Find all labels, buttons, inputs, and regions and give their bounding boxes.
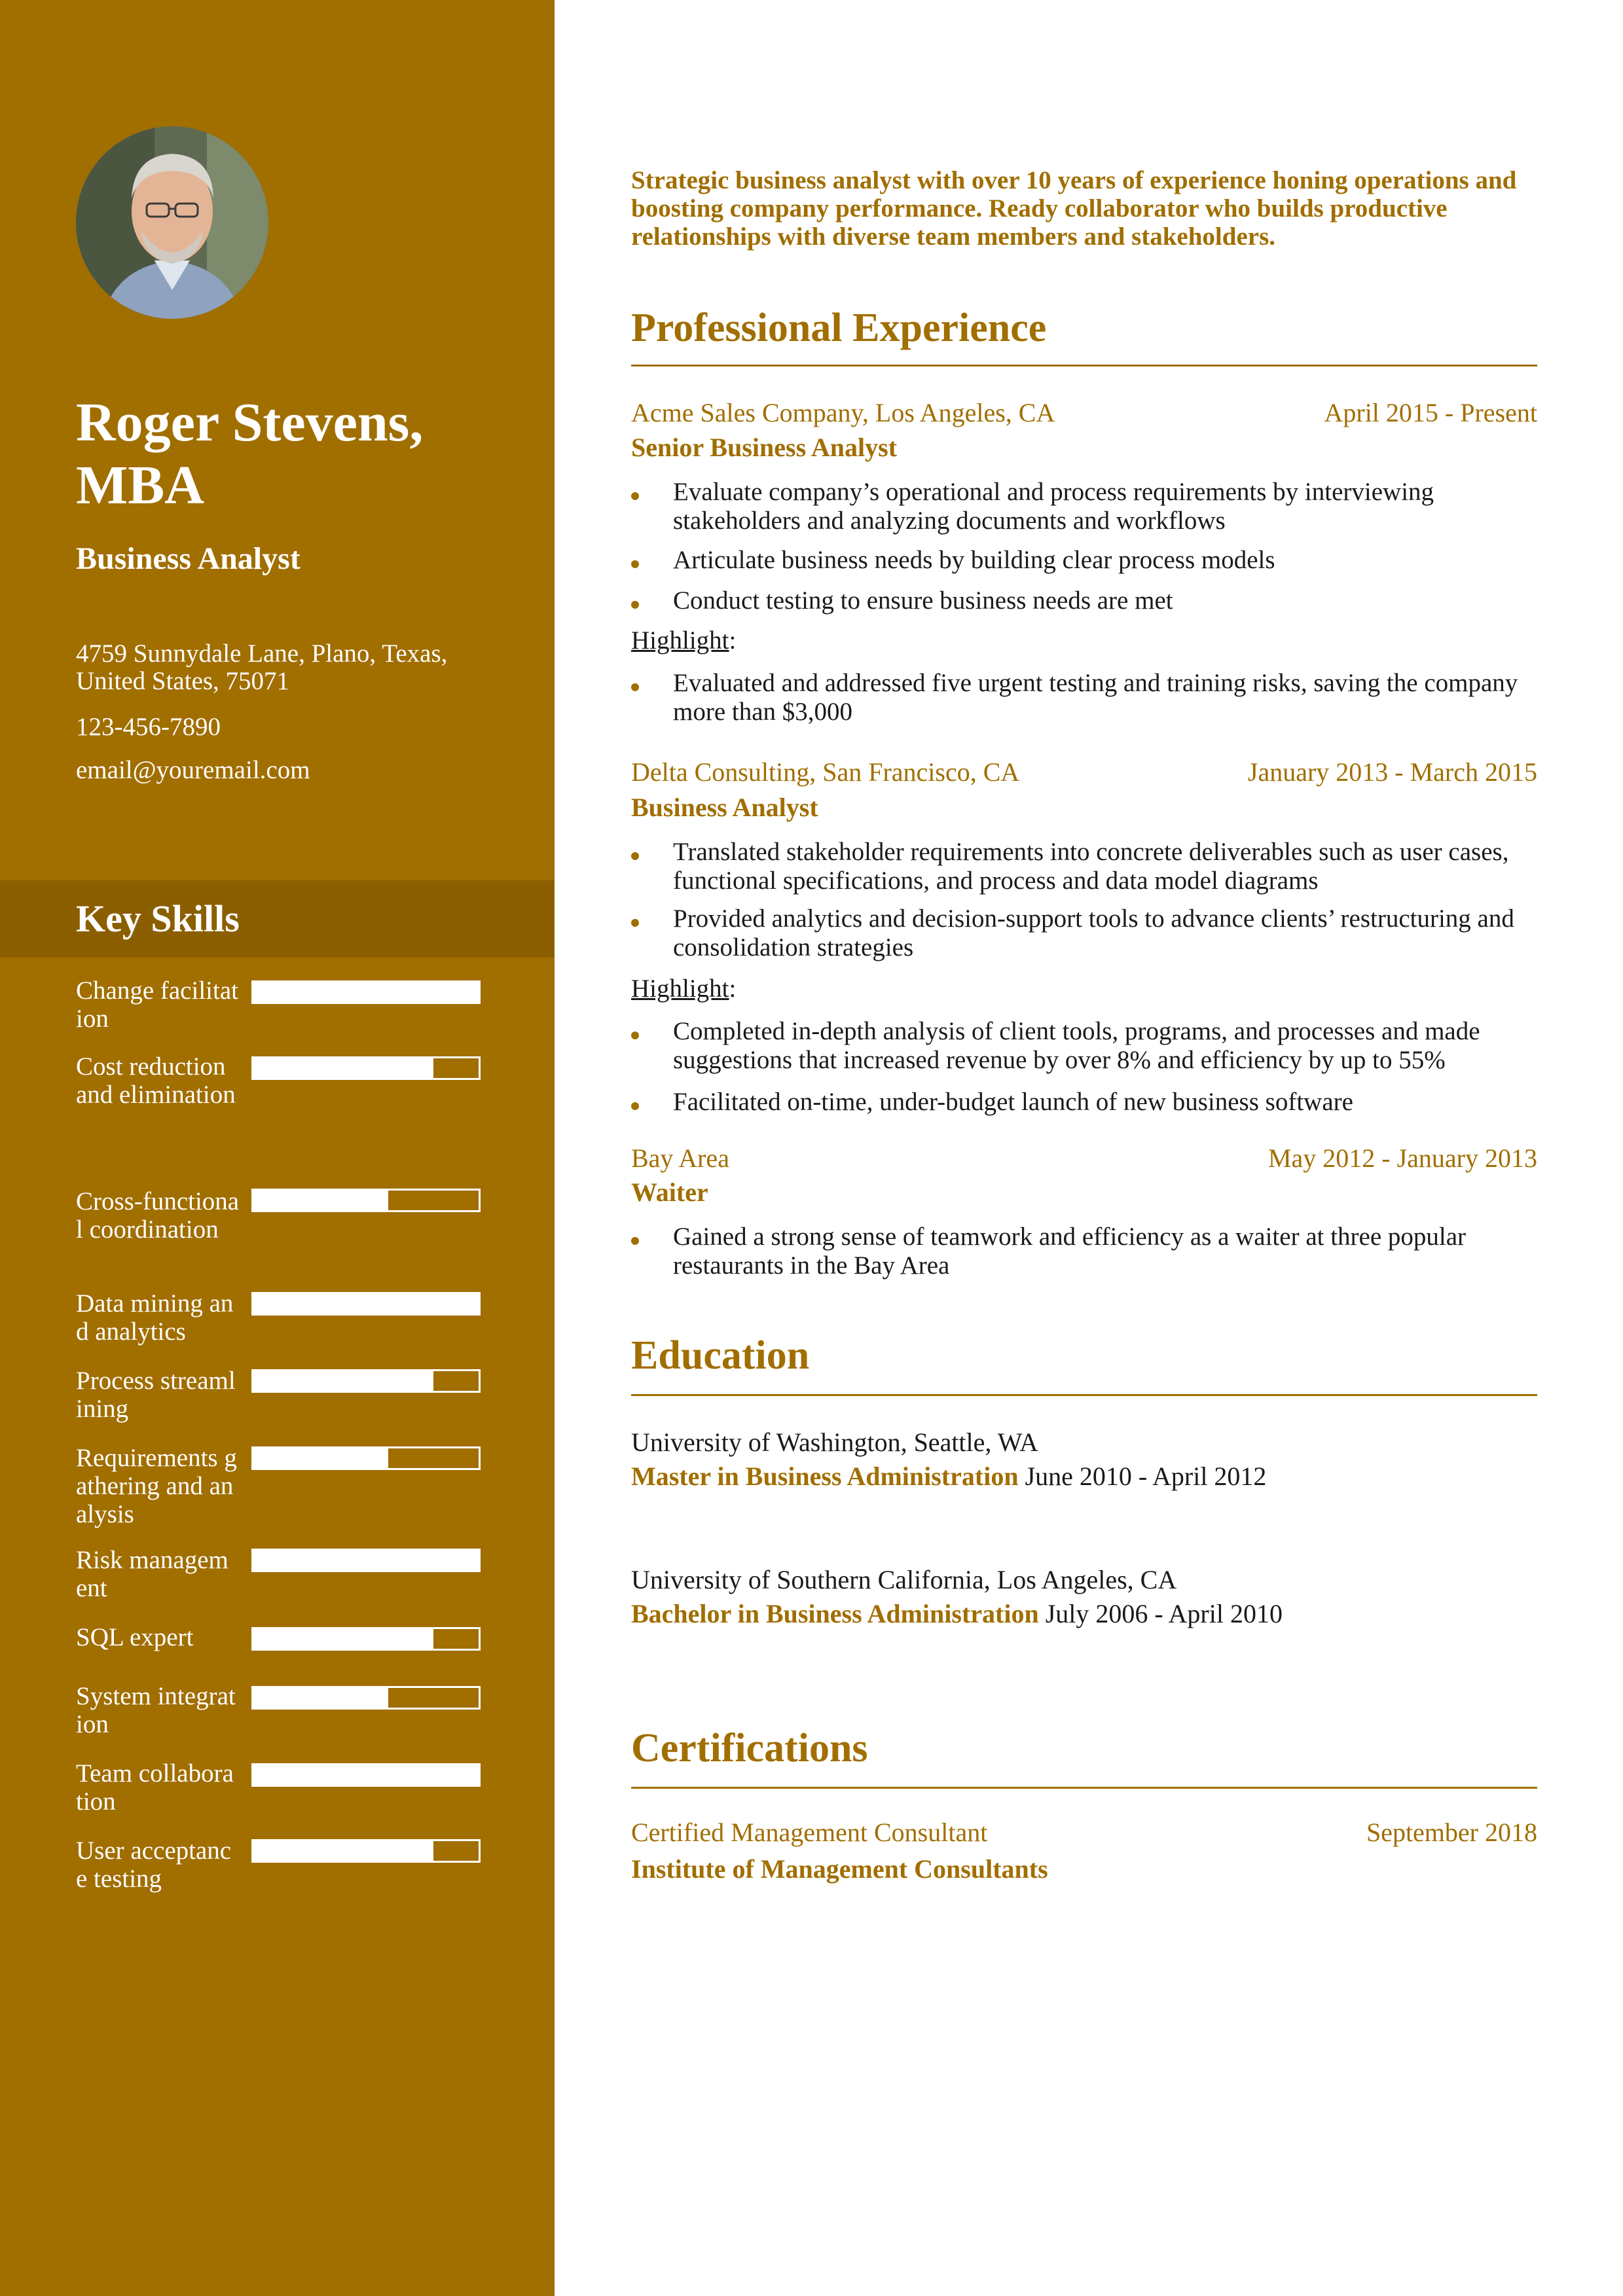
skill-bar-fill	[253, 1629, 433, 1649]
job-dates: April 2015 - Present	[1324, 398, 1537, 427]
job-highlight: Evaluated and addressed five urgent testing and training risks, saving the company more than $3,000	[673, 669, 1518, 726]
skill-label: SQL expert	[76, 1623, 194, 1651]
skill-bar	[251, 1627, 481, 1651]
education-degree-line	[631, 1598, 1283, 1629]
skill-bar	[251, 1839, 481, 1863]
certifications-divider	[631, 1787, 1537, 1789]
experience-heading: Professional Experience	[631, 306, 1047, 350]
job-bullet: Articulate business needs by building clear process models	[673, 546, 1275, 574]
skill-bar-fill	[253, 1191, 388, 1210]
profile-summary: Strategic business analyst with over 10 years of experience honing operations and boosting company performance. Ready collaborator who builds productive relationships with diverse team members and stakeholders.	[631, 166, 1517, 251]
bullet-dot-icon	[631, 1031, 639, 1039]
skill-label: System integration	[76, 1682, 236, 1738]
job-bullet: Evaluate company’s operational and process requirements by interviewing stakeholders and analyzing documents and workflows	[673, 478, 1434, 535]
job-dates: May 2012 - January 2013	[1267, 1143, 1537, 1173]
bullet-dot-icon	[631, 560, 639, 568]
education-degree: Master in Business Administration	[631, 1462, 1019, 1491]
contact-email: email@youremail.com	[76, 756, 310, 784]
job-bullet: Provided analytics and decision-support tools to advance clients’ restructuring and consolidation strategies	[673, 905, 1514, 961]
bullet-dot-icon	[631, 919, 639, 927]
skill-bar-fill	[253, 1688, 388, 1708]
skill-bar	[251, 1056, 481, 1080]
experience-divider	[631, 365, 1537, 367]
skill-bar	[251, 1446, 481, 1470]
certification-org: Institute of Management Consultants	[631, 1854, 1048, 1884]
highlight-label: Highlight:	[631, 626, 737, 655]
skill-bar	[251, 1686, 481, 1710]
education-dates: July 2006 - April 2010	[1045, 1599, 1283, 1628]
job-highlight: Facilitated on-time, under-budget launch of new business software	[673, 1088, 1353, 1116]
skills-heading: Key Skills	[76, 897, 240, 940]
skill-label: Requirements gathering and analysis	[76, 1444, 237, 1528]
portrait-image	[76, 126, 268, 319]
education-degree-line	[631, 1461, 1266, 1492]
skill-label: Risk management	[76, 1546, 228, 1602]
job-company: Bay Area	[631, 1143, 729, 1173]
skill-bar	[251, 980, 481, 1004]
bullet-dot-icon	[631, 492, 639, 500]
skill-label: Process streamlining	[76, 1367, 236, 1423]
skill-label: Cost reduction and elimination	[76, 1052, 236, 1109]
education-heading: Education	[631, 1333, 810, 1378]
bullet-dot-icon	[631, 1237, 639, 1245]
job-bullet: Gained a strong sense of teamwork and efficiency as a waiter at three popular restaurants in the Bay Area	[673, 1223, 1467, 1280]
job-company: Delta Consulting, San Francisco, CA	[631, 757, 1020, 787]
skill-bar	[251, 1292, 481, 1316]
skill-bar	[251, 1549, 481, 1572]
skill-bar-fill	[253, 1765, 479, 1785]
skill-label: Data mining and analytics	[76, 1289, 234, 1346]
candidate-name: Roger Stevens, MBA	[76, 392, 424, 516]
education-school: University of Washington, Seattle, WA	[631, 1427, 1038, 1457]
certification-date: September 2018	[1366, 1818, 1537, 1847]
skill-bar	[251, 1189, 481, 1212]
highlight-label: Highlight:	[631, 975, 737, 1003]
bullet-dot-icon	[631, 1102, 639, 1110]
skill-bar-fill	[253, 1058, 433, 1078]
skill-bar-fill	[253, 1841, 433, 1861]
skill-label: Cross-functional coordination	[76, 1187, 240, 1244]
skill-bar-fill	[253, 1294, 479, 1314]
candidate-title: Business Analyst	[76, 541, 301, 576]
education-degree: Bachelor in Business Administration	[631, 1599, 1039, 1628]
skill-label: Team collaboration	[76, 1759, 234, 1816]
skill-bar-fill	[253, 982, 479, 1002]
sidebar	[0, 0, 555, 2296]
job-role: Business Analyst	[631, 793, 818, 822]
bullet-dot-icon	[631, 683, 639, 691]
skill-bar-fill	[253, 1448, 388, 1468]
certifications-heading: Certifications	[631, 1726, 868, 1770]
job-role: Senior Business Analyst	[631, 433, 898, 462]
bullet-dot-icon	[631, 852, 639, 860]
job-bullet: Conduct testing to ensure business needs are met	[673, 586, 1173, 615]
skill-bar	[251, 1763, 481, 1787]
skill-label: Change facilitation	[76, 977, 238, 1033]
job-company: Acme Sales Company, Los Angeles, CA	[631, 398, 1055, 427]
contact-address: 4759 Sunnydale Lane, Plano, Texas, United States, 75071	[76, 639, 448, 695]
education-dates: June 2010 - April 2012	[1025, 1462, 1267, 1491]
job-bullet: Translated stakeholder requirements into concrete deliverables such as user cases, functional specifications, and process and data model diagrams	[673, 838, 1509, 895]
education-divider	[631, 1394, 1537, 1396]
profile-photo	[76, 126, 268, 319]
job-dates: January 2013 - March 2015	[1247, 757, 1537, 787]
job-role: Waiter	[631, 1177, 708, 1207]
skill-label: User acceptance testing	[76, 1837, 232, 1893]
skill-bar-fill	[253, 1371, 433, 1391]
certification-name: Certified Management Consultant	[631, 1818, 988, 1847]
bullet-dot-icon	[631, 601, 639, 609]
contact-phone: 123-456-7890	[76, 713, 221, 741]
education-school: University of Southern California, Los Angeles, CA	[631, 1565, 1177, 1594]
skill-bar-fill	[253, 1551, 479, 1570]
job-highlight: Completed in-depth analysis of client tools, programs, and processes and made suggestions that increased revenue by over 8% and efficiency by up to 55%	[673, 1017, 1480, 1074]
skill-bar	[251, 1369, 481, 1393]
